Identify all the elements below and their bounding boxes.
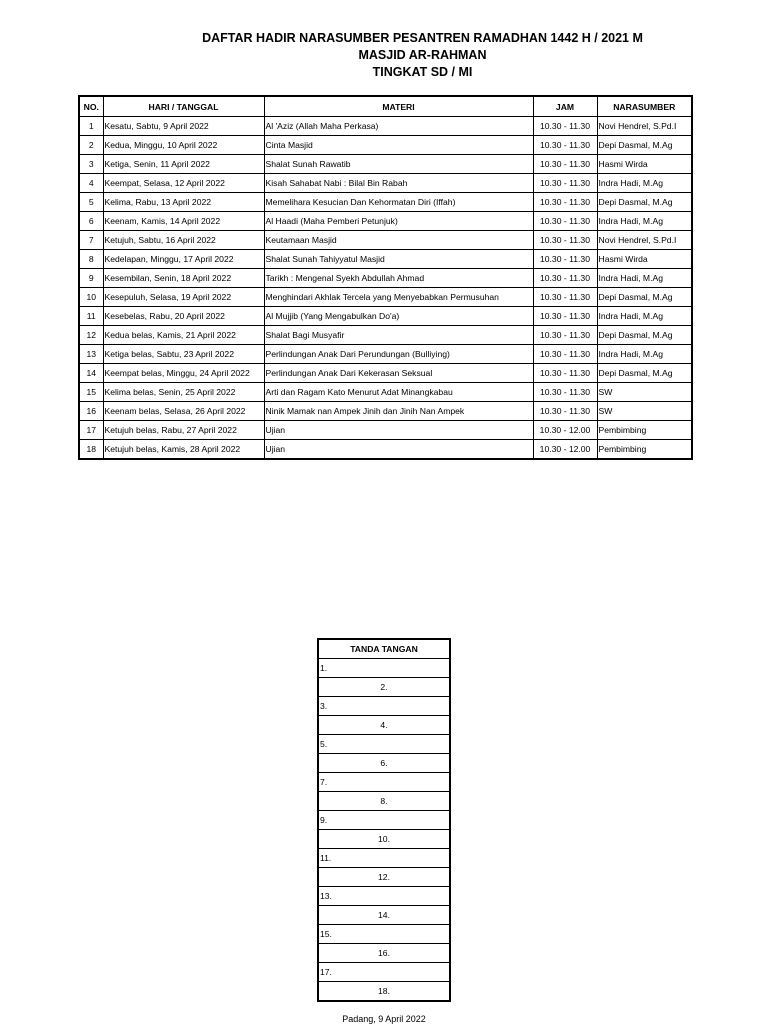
cell-no: 2 [79, 136, 103, 155]
cell-no: 18 [79, 440, 103, 460]
signature-line-label: 6. [318, 754, 450, 773]
cell-jam: 10.30 - 11.30 [533, 288, 597, 307]
cell-materi: Perlindungan Anak Dari Perundungan (Bulliying) [264, 345, 533, 364]
table-row [79, 421, 692, 440]
signature-line-label: 8. [318, 792, 450, 811]
signature-row [318, 697, 450, 716]
table-row [79, 288, 692, 307]
cell-jam: 10.30 - 11.30 [533, 117, 597, 136]
cell-materi: Arti dan Ragam Kato Menurut Adat Minangkabau [264, 383, 533, 402]
cell-materi: Perlindungan Anak Dari Kekerasan Seksual [264, 364, 533, 383]
signature-row [318, 716, 450, 735]
cell-jam: 10.30 - 11.30 [533, 326, 597, 345]
signature-line-label: 9. [318, 811, 450, 830]
cell-hari-tanggal: Kedelapan, Minggu, 17 April 2022 [103, 250, 264, 269]
cell-hari-tanggal: Kesembilan, Senin, 18 April 2022 [103, 269, 264, 288]
cell-jam: 10.30 - 11.30 [533, 345, 597, 364]
signature-row [318, 735, 450, 754]
cell-no: 6 [79, 212, 103, 231]
cell-materi: Keutamaan Masjid [264, 231, 533, 250]
cell-narasumber: Indra Hadi, M.Ag [597, 212, 692, 231]
cell-jam: 10.30 - 12.00 [533, 421, 597, 440]
table-row [79, 193, 692, 212]
cell-jam: 10.30 - 11.30 [533, 402, 597, 421]
cell-hari-tanggal: Ketujuh belas, Rabu, 27 April 2022 [103, 421, 264, 440]
signature-row [318, 773, 450, 792]
cell-no: 9 [79, 269, 103, 288]
cell-hari-tanggal: Keenam belas, Selasa, 26 April 2022 [103, 402, 264, 421]
cell-narasumber: Depi Dasmal, M.Ag [597, 326, 692, 345]
cell-jam: 10.30 - 11.30 [533, 193, 597, 212]
cell-materi: Al Haadi (Maha Pemberi Petunjuk) [264, 212, 533, 231]
cell-jam: 10.30 - 11.30 [533, 307, 597, 326]
signature-row [318, 830, 450, 849]
table-row [79, 326, 692, 345]
cell-materi: Tarikh : Mengenal Syekh Abdullah Ahmad [264, 269, 533, 288]
cell-hari-tanggal: Keempat, Selasa, 12 April 2022 [103, 174, 264, 193]
cell-no: 12 [79, 326, 103, 345]
table-row [79, 174, 692, 193]
attendance-table [78, 95, 693, 460]
cell-jam: 10.30 - 11.30 [533, 383, 597, 402]
cell-materi: Memelihara Kesucian Dan Kehormatan Diri (Iffah) [264, 193, 533, 212]
table-row [79, 345, 692, 364]
cell-no: 7 [79, 231, 103, 250]
cell-hari-tanggal: Kedua, Minggu, 10 April 2022 [103, 136, 264, 155]
signature-line-label: 4. [318, 716, 450, 735]
cell-hari-tanggal: Kedua belas, Kamis, 21 April 2022 [103, 326, 264, 345]
cell-hari-tanggal: Kelima, Rabu, 13 April 2022 [103, 193, 264, 212]
cell-materi: Ninik Mamak nan Ampek Jinih dan Jinih Nan Ampek [264, 402, 533, 421]
signature-row [318, 659, 450, 678]
signature-line-label: 1. [318, 659, 450, 678]
cell-narasumber: Indra Hadi, M.Ag [597, 174, 692, 193]
cell-no: 14 [79, 364, 103, 383]
cell-no: 8 [79, 250, 103, 269]
cell-no: 10 [79, 288, 103, 307]
cell-narasumber: Pembimbing [597, 440, 692, 460]
cell-no: 17 [79, 421, 103, 440]
table-row [79, 307, 692, 326]
cell-jam: 10.30 - 11.30 [533, 364, 597, 383]
cell-materi: Ujian [264, 440, 533, 460]
header-jam: JAM [533, 96, 597, 117]
signature-header: TANDA TANGAN [318, 639, 450, 659]
cell-materi: Menghindari Akhlak Tercela yang Menyebabkan Permusuhan [264, 288, 533, 307]
cell-narasumber: Pembimbing [597, 421, 692, 440]
cell-materi: Kisah Sahabat Nabi : Bilal Bin Rabah [264, 174, 533, 193]
cell-hari-tanggal: Keempat belas, Minggu, 24 April 2022 [103, 364, 264, 383]
signature-row [318, 925, 450, 944]
signature-line-label: 2. [318, 678, 450, 697]
title-line-2: MASJID AR-RAHMAN [358, 48, 487, 62]
table-row [79, 269, 692, 288]
signature-table [317, 638, 451, 1002]
signature-line-label: 15. [318, 925, 450, 944]
signature-row [318, 944, 450, 963]
cell-jam: 10.30 - 11.30 [533, 250, 597, 269]
cell-no: 13 [79, 345, 103, 364]
cell-no: 15 [79, 383, 103, 402]
signature-row [318, 982, 450, 1002]
cell-jam: 10.30 - 11.30 [533, 174, 597, 193]
cell-no: 5 [79, 193, 103, 212]
signature-row [318, 754, 450, 773]
cell-materi: Shalat Sunah Tahiyyatul Masjid [264, 250, 533, 269]
signature-row [318, 678, 450, 697]
cell-narasumber: SW [597, 383, 692, 402]
cell-narasumber: Depi Dasmal, M.Ag [597, 136, 692, 155]
cell-jam: 10.30 - 11.30 [533, 231, 597, 250]
signature-row [318, 906, 450, 925]
cell-narasumber: Hasmi Wirda [597, 250, 692, 269]
cell-narasumber: Indra Hadi, M.Ag [597, 307, 692, 326]
cell-narasumber: Hasmi Wirda [597, 155, 692, 174]
signature-line-label: 5. [318, 735, 450, 754]
table-row [79, 117, 692, 136]
cell-narasumber: Indra Hadi, M.Ag [597, 345, 692, 364]
header-no: NO. [79, 96, 103, 117]
cell-materi: Cinta Masjid [264, 136, 533, 155]
cell-materi: Shalat Bagi Musyafir [264, 326, 533, 345]
cell-hari-tanggal: Ketiga belas, Sabtu, 23 April 2022 [103, 345, 264, 364]
signature-row [318, 849, 450, 868]
cell-hari-tanggal: Ketiga, Senin, 11 April 2022 [103, 155, 264, 174]
cell-materi: Al Mujjib (Yang Mengabulkan Do'a) [264, 307, 533, 326]
table-row [79, 231, 692, 250]
signature-row [318, 792, 450, 811]
cell-no: 4 [79, 174, 103, 193]
cell-jam: 10.30 - 11.30 [533, 155, 597, 174]
header-materi: MATERI [264, 96, 533, 117]
signature-line-label: 10. [318, 830, 450, 849]
table-header-row [79, 96, 692, 117]
header-narasumber: NARASUMBER [597, 96, 692, 117]
document-title [0, 30, 768, 81]
cell-hari-tanggal: Kesepuluh, Selasa, 19 April 2022 [103, 288, 264, 307]
cell-jam: 10.30 - 11.30 [533, 212, 597, 231]
cell-hari-tanggal: Keenam, Kamis, 14 April 2022 [103, 212, 264, 231]
cell-hari-tanggal: Kesebelas, Rabu, 20 April 2022 [103, 307, 264, 326]
table-row [79, 212, 692, 231]
cell-narasumber: Depi Dasmal, M.Ag [597, 288, 692, 307]
cell-narasumber: Novi Hendrel, S.Pd.I [597, 117, 692, 136]
cell-narasumber: Depi Dasmal, M.Ag [597, 193, 692, 212]
cell-narasumber: Indra Hadi, M.Ag [597, 269, 692, 288]
cell-no: 3 [79, 155, 103, 174]
title-line-3: TINGKAT SD / MI [372, 65, 473, 79]
header-hari-tanggal: HARI / TANGGAL [103, 96, 264, 117]
cell-jam: 10.30 - 12.00 [533, 440, 597, 460]
cell-materi: Shalat Sunah Rawatib [264, 155, 533, 174]
place-date: Padang, 9 April 2022 [342, 1014, 426, 1024]
table-row [79, 250, 692, 269]
signature-line-label: 7. [318, 773, 450, 792]
cell-narasumber: Novi Hendrel, S.Pd.I [597, 231, 692, 250]
table-row [79, 383, 692, 402]
table-row [79, 136, 692, 155]
signature-line-label: 18. [318, 982, 450, 1002]
signature-line-label: 17. [318, 963, 450, 982]
table-row [79, 440, 692, 460]
cell-jam: 10.30 - 11.30 [533, 269, 597, 288]
cell-no: 11 [79, 307, 103, 326]
cell-materi: Ujian [264, 421, 533, 440]
signature-line-label: 16. [318, 944, 450, 963]
table-row [79, 364, 692, 383]
cell-hari-tanggal: Ketujuh, Sabtu, 16 April 2022 [103, 231, 264, 250]
cell-hari-tanggal: Ketujuh belas, Kamis, 28 April 2022 [103, 440, 264, 460]
cell-no: 16 [79, 402, 103, 421]
cell-hari-tanggal: Kelima belas, Senin, 25 April 2022 [103, 383, 264, 402]
table-row [79, 402, 692, 421]
signature-line-label: 12. [318, 868, 450, 887]
table-row [79, 155, 692, 174]
signature-row [318, 963, 450, 982]
signature-line-label: 3. [318, 697, 450, 716]
signature-header-row [318, 639, 450, 659]
cell-narasumber: SW [597, 402, 692, 421]
signature-row [318, 811, 450, 830]
signature-row [318, 868, 450, 887]
signature-line-label: 13. [318, 887, 450, 906]
cell-narasumber: Depi Dasmal, M.Ag [597, 364, 692, 383]
cell-hari-tanggal: Kesatu, Sabtu, 9 April 2022 [103, 117, 264, 136]
cell-no: 1 [79, 117, 103, 136]
title-line-1: DAFTAR HADIR NARASUMBER PESANTREN RAMADHAN 1442 H / 2021 M [202, 31, 643, 45]
signature-line-label: 11. [318, 849, 450, 868]
cell-materi: Al 'Aziz (Allah Maha Perkasa) [264, 117, 533, 136]
cell-jam: 10.30 - 11.30 [533, 136, 597, 155]
signature-line-label: 14. [318, 906, 450, 925]
signature-row [318, 887, 450, 906]
